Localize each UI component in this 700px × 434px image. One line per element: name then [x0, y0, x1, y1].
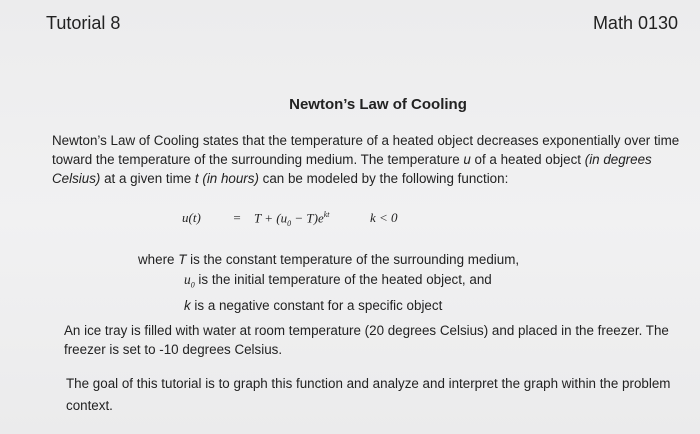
definition-k	[138, 296, 519, 316]
tutorial-label: Tutorial 8	[46, 13, 121, 33]
definition-T	[138, 250, 519, 270]
definition-u0-text: is the initial temperature of the heated object, and	[194, 272, 492, 287]
formula-rhs-mid: − T)e	[291, 210, 324, 226]
intro-var-t: t	[194, 171, 199, 186]
intro-var-u: u	[463, 152, 471, 167]
formula-lhs: u(t)	[182, 210, 201, 226]
intro-text-4: can be modeled by the following function:	[258, 171, 509, 186]
definition-u0-sub: 0	[190, 280, 195, 290]
definition-k-text: is a negative constant for a specific object	[190, 297, 443, 313]
ice-tray-paragraph: An ice tray is filled with water at room temperature (20 degrees Celsius) and placed in the freezer. The freezer is set to -10 degrees Celsius.	[64, 323, 669, 357]
page-title-text: Newton’s Law of Cooling	[289, 96, 467, 113]
formula-rhs	[254, 210, 370, 228]
intro-text-1: Newton’s Law of Cooling states that the temperature of a heated object decreases exponentially over time toward the temperature of the surrounding medium. The temperature	[52, 133, 680, 167]
definition-T-pre: where	[138, 252, 179, 267]
formula-equals: =	[233, 210, 241, 226]
formula-condition: k < 0	[370, 210, 398, 226]
course-label: Math 0130	[592, 13, 678, 33]
intro-text-2: of a heated object	[470, 152, 585, 167]
definition-T-text: is the constant temperature of the surrounding medium,	[186, 252, 520, 267]
intro-paren-units: (in degrees Celsius)	[52, 152, 652, 186]
intro-paren-hours: (in hours)	[198, 171, 259, 186]
intro-text-3: at a given time	[100, 171, 195, 186]
definition-T-var: T	[178, 252, 187, 267]
page-title	[0, 96, 700, 113]
formula-rhs-sub: 0	[287, 218, 292, 228]
variable-definitions	[138, 250, 519, 316]
cooling-formula	[182, 210, 398, 228]
definition-k-var: k	[184, 297, 191, 313]
formula-rhs-main: T + (u	[254, 210, 288, 226]
intro-paragraph	[52, 131, 684, 188]
definition-u0	[138, 270, 519, 296]
definition-u0-letter: u	[184, 272, 191, 287]
definition-u0-var	[184, 272, 195, 290]
goal-paragraph: The goal of this tutorial is to graph this function and analyze and interpret the graph within the problem context.	[66, 376, 671, 413]
formula-rhs-exponent: kt	[323, 210, 330, 219]
